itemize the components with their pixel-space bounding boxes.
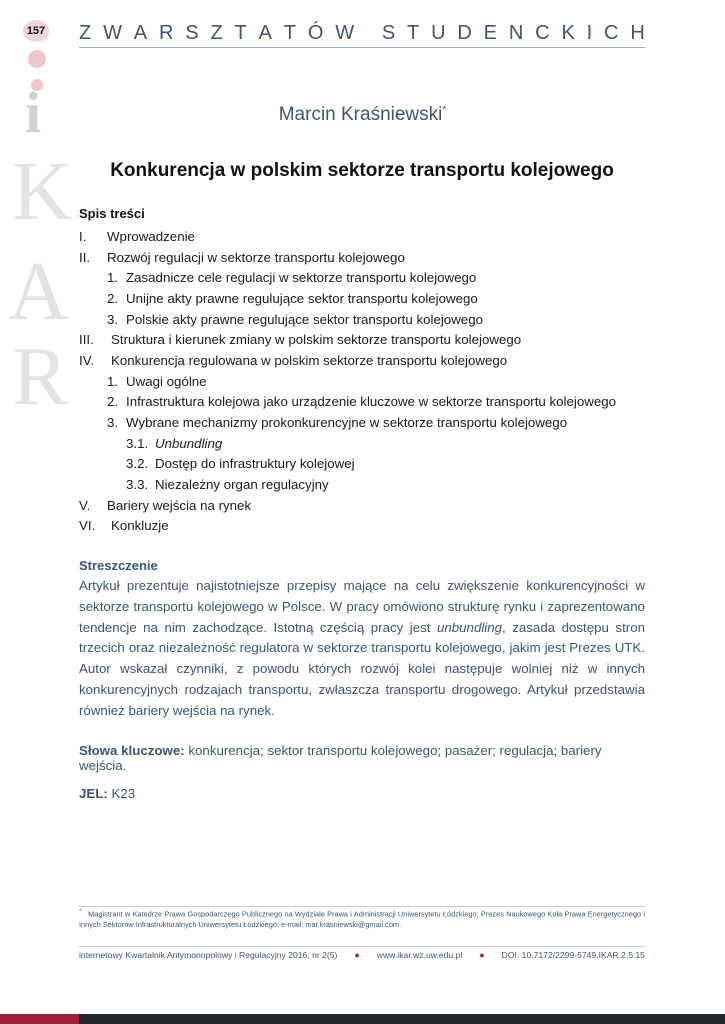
footer-doi: DOI: 10.7172/2299-5749.IKAR.2.5.15 [501, 950, 645, 960]
footnote-text: Magistrant w Katedrze Prawa Gospodarczego Publicznego na Wydziale Prawa i Administracji Uniwersytetu Łódzkiego; Prezes Naukowego Koła Prawa Energetycznego i Innych Sektorów Infrastrukturalnych Uniwersytetu Łódzkiego; e-mail: mar.krasniewski@gmail.com. [79, 909, 645, 930]
toc-item-number: III. [79, 332, 94, 348]
toc-item-title: Konkurencja regulowana w polskim sektorze transportu kolejowego [111, 352, 508, 368]
toc-item-number: 3. [107, 311, 119, 327]
footer-bullet-icon: ● [354, 950, 360, 960]
toc-item-title: Wybrane mechanizmy prokonkurencyjne w sektorze transportu kolejowego [126, 415, 568, 431]
toc-item [79, 495, 659, 516]
abstract-italic-term: unbundling [436, 619, 503, 635]
section-header-letter: H [630, 22, 645, 44]
footnote [79, 907, 645, 930]
toc-item-title: Uwagi ogólne [126, 373, 207, 389]
logo-letter-k: K [12, 145, 73, 238]
section-header-letter: W [335, 22, 355, 44]
toc-item-title: Unbundling [155, 435, 223, 451]
logo-letter-a: A [8, 245, 69, 338]
author [0, 104, 725, 126]
abstract-part-2: , zasada dostępu stron trzecich oraz niezależność regulatora w sektorze transportu kolejowego, jakim jest Prezes UTK. Autor wskazał czynniki, z powodu których rozwój kolei następuje wolniej niż w innych konkurencyjnych rodzajach transportu, zwłaszcza transportu drogowego. Artykuł przedstawia również bariery wejścia na rynek. [79, 619, 645, 718]
section-header-letter: K [561, 22, 575, 44]
toc-item [79, 350, 659, 371]
toc-item-number: 2. [107, 290, 119, 306]
footer-bullet-icon: ● [479, 950, 485, 960]
keywords [79, 743, 645, 773]
footer-journal: internetowy Kwartalnik Antymonopolowy i Regulacyjny 2016, nr 2(5) [79, 950, 338, 960]
section-header-letter: A [133, 22, 148, 44]
toc-item-title: Niezależny organ regulacyjny [155, 477, 329, 493]
toc-item-title: Struktura i kierunek zmiany w polskim sektorze transportu kolejowego [111, 332, 522, 348]
toc-item [79, 226, 659, 247]
bottom-bar-accent [0, 1014, 79, 1024]
section-header-letter: A [258, 22, 272, 44]
toc-item-title: Dostęp do infrastruktury kolejowej [155, 456, 355, 472]
toc-item-title: Wprowadzenie [107, 228, 195, 244]
toc-item-number: 1. [107, 373, 119, 389]
toc-item-number: 3. [107, 415, 119, 431]
toc-item-number: V. [79, 497, 91, 513]
abstract-heading: Streszczenie [79, 558, 158, 573]
abstract-part-1: Artykuł prezentuje najistotniejsze przepisy mające na celu zwiększenie konkurencyjności w sektorze transportu kolejowego w Polsce. W pracy omówiono strukturę rynku i zaprezentowano tendencje na nim zachodzące. Istotną częścią pracy jest [79, 578, 645, 635]
footer-website-link[interactable]: www.ikar.wz.uw.edu.pl [376, 950, 463, 960]
section-header-letter: R [158, 22, 174, 44]
section-header-letter: D [457, 22, 472, 44]
toc-item [79, 412, 659, 433]
keywords-text: konkurencja; sektor transportu kolejowego; pasażer; regulacja; bariery wejścia. [79, 743, 602, 773]
section-header-letter: C [604, 22, 619, 44]
toc-item [79, 247, 659, 268]
toc-item [79, 474, 659, 495]
footnote-mark: * [79, 909, 82, 915]
table-of-contents [79, 226, 659, 536]
toc-item [79, 329, 659, 350]
toc-item-number: 1. [107, 270, 119, 286]
toc-item-title: Infrastruktura kolejowa jako urządzenie kluczowe w sektorze transportu kolejowego [126, 394, 617, 410]
jel-text: K23 [111, 786, 136, 801]
section-header-letter: E [483, 22, 498, 44]
footer-rule [79, 946, 645, 947]
section-header-letter: T [283, 22, 296, 44]
section-header-letter: S [185, 22, 199, 44]
section-header-letter: Ó [307, 22, 324, 44]
page-footer [79, 950, 645, 960]
jel-label: JEL: [79, 786, 108, 801]
section-header-letter: T [234, 22, 247, 44]
toc-item-title: Zasadnicze cele regulacji w sektorze transportu kolejowego [126, 270, 477, 286]
section-header-letter: I [586, 22, 593, 44]
toc-item-number: 2. [107, 394, 119, 410]
author-footnote-mark: * [442, 104, 447, 116]
section-header-letter: N [508, 22, 524, 44]
author-name: Marcin Kraśniewski [278, 104, 443, 125]
toc-item-number: I. [79, 228, 87, 244]
toc-item [79, 454, 659, 475]
section-header-letter: T [407, 22, 420, 44]
abstract-text [79, 576, 645, 722]
jel-code [79, 786, 135, 801]
section-header [79, 22, 645, 45]
toc-item-number: 3.1. [126, 435, 149, 451]
toc-item-title: Unijne akty prawne regulujące sektor transportu kolejowego [126, 290, 478, 306]
section-header-letter: U [431, 22, 446, 44]
section-header-letter: W [103, 22, 122, 44]
toc-item [79, 309, 659, 330]
article-title: Konkurencja w polskim sektorze transportu kolejowego [110, 160, 614, 181]
keywords-label: Słowa kluczowe: [79, 743, 185, 758]
toc-item-number: 3.3. [126, 477, 149, 493]
section-header-letter: Z [79, 22, 92, 44]
toc-heading: Spis treści [79, 206, 145, 221]
section-header-letter: C [535, 22, 550, 44]
toc-item [79, 288, 659, 309]
toc-item [79, 392, 659, 413]
page-number: 157 [23, 20, 49, 42]
toc-item [79, 516, 659, 537]
toc-item-number: II. [79, 249, 91, 265]
toc-item [79, 267, 659, 288]
toc-item [79, 371, 659, 392]
logo-letter-i: i [25, 80, 42, 145]
logo-letter-r: R [12, 330, 69, 423]
toc-item-number: VI. [79, 518, 96, 534]
toc-item-number: 3.2. [126, 456, 149, 472]
toc-item-title: Bariery wejścia na rynek [107, 497, 252, 513]
logo-dot-large [28, 50, 46, 68]
section-header-space [366, 22, 370, 45]
toc-item-title: Rozwój regulacji w sektorze transportu kolejowego [107, 249, 405, 265]
toc-item-number: IV. [79, 352, 95, 368]
header-rule [79, 47, 645, 48]
toc-item-title: Konkluzje [111, 518, 169, 534]
section-header-letter: S [381, 22, 396, 44]
toc-item [79, 433, 659, 454]
bottom-bar [79, 1014, 725, 1024]
section-header-letter: Z [210, 22, 223, 44]
toc-item-title: Polskie akty prawne regulujące sektor transportu kolejowego [126, 311, 483, 327]
